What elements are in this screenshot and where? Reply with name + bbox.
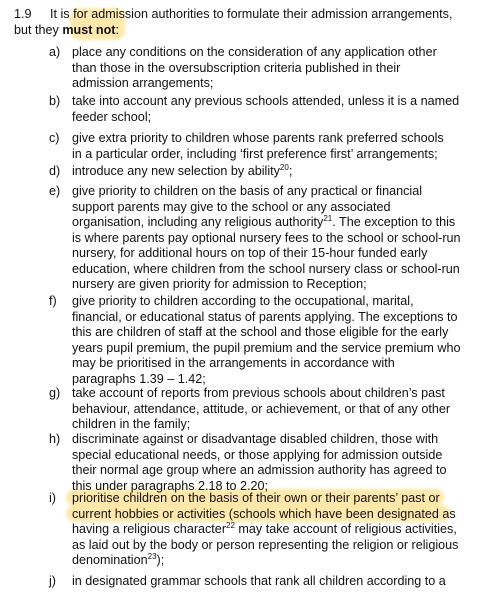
item-text: take account of reports from previous schools about children’s past behaviour, attendance, attitude, or achievement, or that of any other children in the family; [72, 386, 451, 431]
footnote-ref: 23 [147, 552, 157, 561]
item-letter: j) [49, 574, 56, 588]
item-letter: c) [49, 131, 60, 145]
item-text: give extra priority to children whose parents rank preferred schools in a particular order, including ‘first preference first’ arrangements; [72, 131, 444, 161]
section-intro: 1.9 It is for admission authorities to formulate their admission arrangements, but they must not: [14, 7, 453, 37]
intro-text-line1: It is for admission authorities to formulate their admission arrangements, [50, 7, 453, 21]
footnote-ref: 20 [279, 163, 289, 172]
intro-text-line2: but they [14, 22, 63, 37]
item-text: take into account any previous schools attended, unless it is a named feeder school; [72, 94, 460, 124]
item-text: give priority to children on the basis of any practical or financial support parents may give to the school or any associated organisation, including any religious authority$^{21}$. The exception to this is where parents pay optional nursery fees to the school or school-run nursery, for additional hours on top of their 15-hour funded early education, where children from the school nursery class or school-run nursery are given priority for admission to Reception; [72, 184, 461, 291]
item-letter: h) [49, 432, 61, 446]
section-number: 1.9 [14, 7, 32, 21]
item-letter: e) [49, 184, 61, 198]
item-text: place any conditions on the consideration of any application other than those in the oversubscription criteria published in their admission arrangements; [72, 45, 437, 90]
item-letter: g) [49, 386, 61, 400]
footnote-ref: 22 [226, 521, 235, 530]
item-text: introduce any new selection by ability$^{20}$; [72, 163, 293, 178]
item-text: give priority to children according to the occupational, marital, financial, or educational status of parents applying. The exceptions to this are children of staff at the school and those eligible for the early years pupil premium, the pupil premium and the service premium who may be prioritised in the arrangements in accordance with paragraphs 1.39 – 1.42; [72, 294, 461, 386]
intro-bold-must-not: must not [62, 22, 116, 37]
item-letter: f) [49, 294, 57, 308]
item-letter: d) [49, 164, 61, 178]
item-letter: b) [49, 94, 61, 108]
item-text: in designated grammar schools that rank all children according to a [72, 574, 446, 588]
footnote-ref: 21 [323, 214, 333, 223]
item-text: prioritise children on the basis of their own or their parents’ past or current hobbies or activities (schools which have been designated as having a religious character$^{22}$ may take account of religious activities, as laid out by the body or person representing the religion or religious denomination$^{23}$); [72, 491, 459, 567]
item-letter: a) [49, 45, 61, 59]
item-text: discriminate against or disadvantage disabled children, those with special educational needs, or those applying for admission outside their normal age group where an admission authority has agreed to this under paragraphs 2.18 to 2.20; [72, 432, 447, 493]
item-letter: i) [49, 491, 56, 505]
